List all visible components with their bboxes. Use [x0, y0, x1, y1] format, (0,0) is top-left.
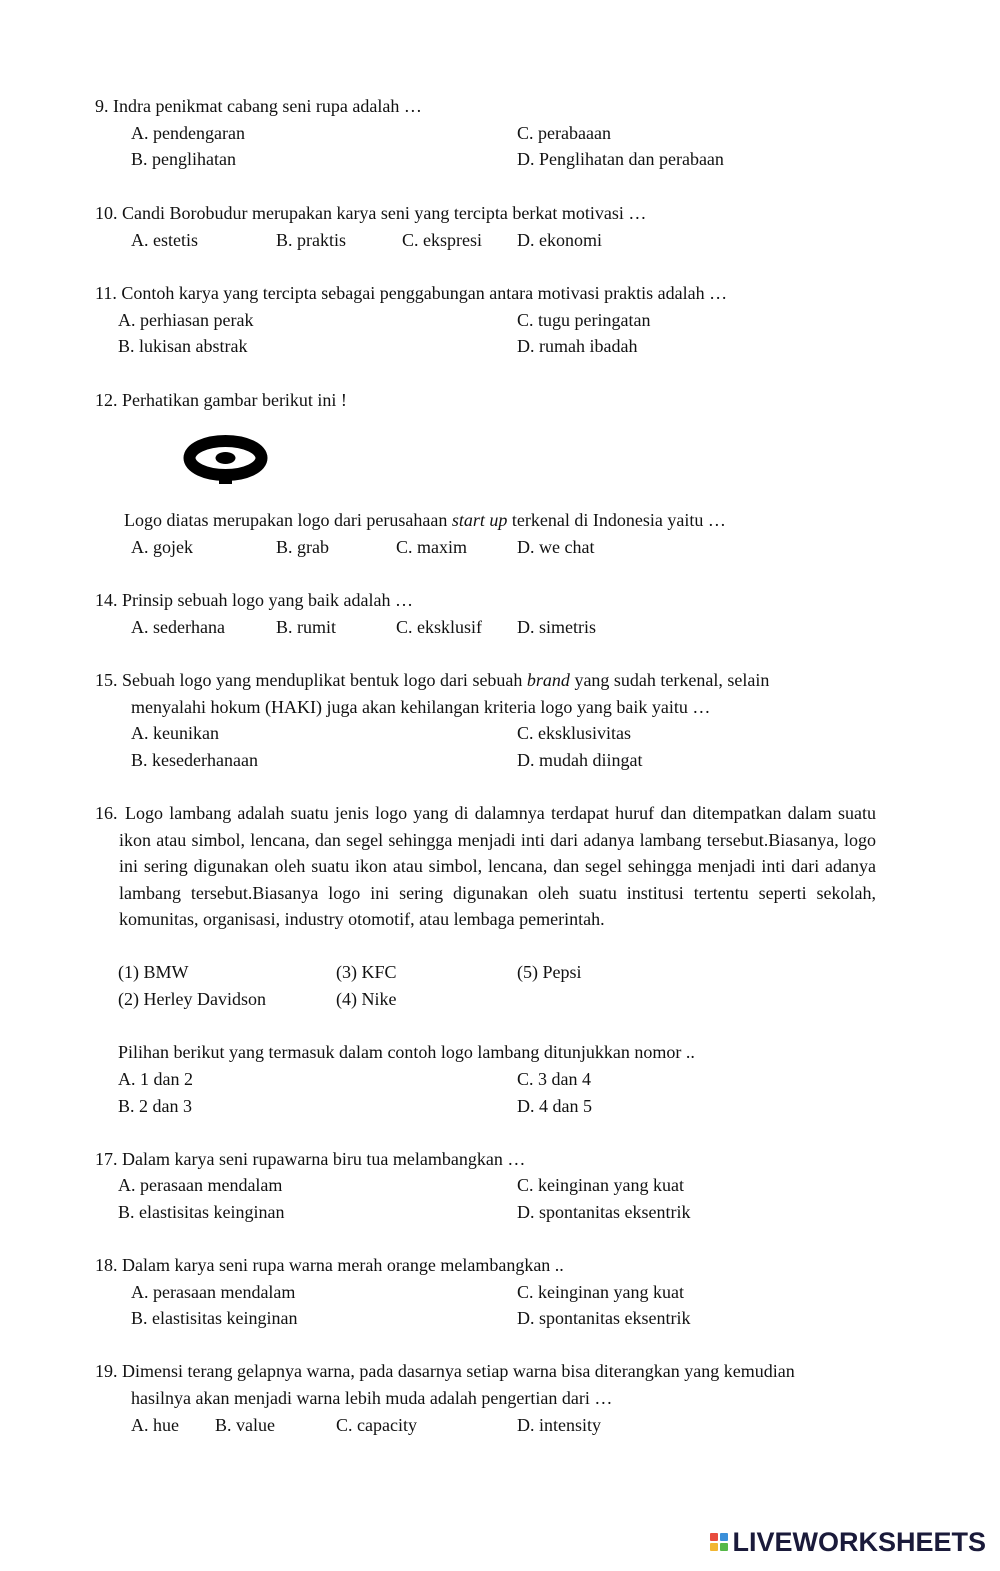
- q16-item-5: (5) Pepsi: [517, 962, 582, 982]
- q17-option-b[interactable]: B. elastisitas keinginan: [118, 1202, 285, 1222]
- q14-stem: 14. Prinsip sebuah logo yang baik adalah …: [95, 590, 413, 610]
- q16-option-a[interactable]: A. 1 dan 2: [118, 1069, 193, 1089]
- q16-number: 16.: [95, 803, 118, 823]
- q12-option-a[interactable]: A. gojek: [131, 537, 193, 557]
- q17-stem: 17. Dalam karya seni rupawarna biru tua melambangkan …: [95, 1149, 526, 1169]
- logo-tail: [219, 471, 232, 484]
- q19-option-c[interactable]: C. capacity: [336, 1415, 417, 1435]
- q15-stem: [95, 669, 769, 691]
- q12-option-c[interactable]: C. maxim: [396, 537, 467, 557]
- logo-inner-dot: [216, 452, 236, 464]
- q16-question: Pilihan berikut yang termasuk dalam contoh logo lambang ditunjukkan nomor ..: [118, 1042, 695, 1062]
- q14-option-a[interactable]: A. sederhana: [131, 617, 225, 637]
- q15-stem-em: brand: [526, 670, 570, 690]
- q14-option-b[interactable]: B. rumit: [276, 617, 337, 637]
- q15-option-b[interactable]: B. kesederhanaan: [131, 750, 258, 770]
- q18-option-c[interactable]: C. keinginan yang kuat: [517, 1282, 684, 1302]
- q17-option-a[interactable]: A. perasaan mendalam: [118, 1175, 283, 1195]
- icon-square-1: [710, 1533, 718, 1541]
- q10-option-c[interactable]: C. ekspresi: [402, 230, 482, 250]
- q12-option-b[interactable]: B. grab: [276, 537, 329, 557]
- q12-option-d[interactable]: D. we chat: [517, 537, 595, 557]
- liveworksheets-grid-icon: [710, 1533, 728, 1551]
- q9-option-c[interactable]: C. perabaaan: [517, 123, 611, 143]
- q12-logo-question: [124, 509, 726, 531]
- q9-stem: 9. Indra penikmat cabang seni rupa adalah …: [95, 96, 422, 116]
- q16-option-d[interactable]: D. 4 dan 5: [517, 1096, 592, 1116]
- q9-option-d[interactable]: D. Penglihatan dan perabaan: [517, 149, 724, 169]
- q18-option-b[interactable]: B. elastisitas keinginan: [131, 1308, 298, 1328]
- liveworksheets-logo[interactable]: [710, 1527, 986, 1557]
- q19-stem-line2: hasilnya akan menjadi warna lebih muda adalah pengertian dari …: [131, 1388, 613, 1408]
- q15-option-a[interactable]: A. keunikan: [131, 723, 219, 743]
- icon-square-2: [720, 1533, 728, 1541]
- q12-text-post: terkenal di Indonesia yaitu …: [507, 510, 726, 530]
- q15-option-c[interactable]: C. eksklusivitas: [517, 723, 632, 743]
- q16-item-3: (3) KFC: [336, 962, 397, 982]
- q16-paragraph: Logo lambang adalah suatu jenis logo yang di dalamnya terdapat huruf dan ditempatkan dalam suatu ikon atau simbol, lencana, dan segel sehingga menjadi inti dari adanya lambang tersebut.Biasanya, logo ini sering digunakan oleh suatu ikon atau simbol, lencana, dan segel sehingga menjadi inti dari adanya lambang tersebut.Biasanya logo ini sering digunakan oleh suatu institusi tertentu seperti sekolah, komunitas, organisasi, industry otomotif, atau lembaga pemerintah.: [119, 803, 876, 930]
- q15-stem-post: yang sudah terkenal, selain: [569, 670, 770, 690]
- icon-square-4: [720, 1543, 728, 1551]
- q16-item-1: (1) BMW: [118, 962, 189, 982]
- q10-option-a[interactable]: A. estetis: [131, 230, 198, 250]
- q16-item-4: (4) Nike: [336, 989, 397, 1009]
- q16-option-c[interactable]: C. 3 dan 4: [517, 1069, 591, 1089]
- q19-stem: 19. Dimensi terang gelapnya warna, pada dasarnya setiap warna bisa diterangkan yang kemudian: [95, 1361, 795, 1381]
- q11-option-c[interactable]: C. tugu peringatan: [517, 310, 651, 330]
- q19-option-a[interactable]: A. hue: [131, 1415, 179, 1435]
- q16-option-b[interactable]: B. 2 dan 3: [118, 1096, 192, 1116]
- q11-option-b[interactable]: B. lukisan abstrak: [118, 336, 248, 356]
- q12-text-em: start up: [451, 510, 508, 530]
- q14-option-d[interactable]: D. simetris: [517, 617, 596, 637]
- q9-option-a[interactable]: A. pendengaran: [131, 123, 245, 143]
- q10-stem: 10. Candi Borobudur merupakan karya seni yang tercipta berkat motivasi …: [95, 203, 647, 223]
- q10-option-b[interactable]: B. praktis: [276, 230, 346, 250]
- q14-option-c[interactable]: C. eksklusif: [396, 617, 483, 637]
- q15-stem-line2: menyalahi hokum (HAKI) juga akan kehilangan kriteria logo yang baik yaitu …: [131, 697, 711, 717]
- q10-option-d[interactable]: D. ekonomi: [517, 230, 602, 250]
- q12-stem: 12. Perhatikan gambar berikut ini !: [95, 390, 347, 410]
- q19-option-b[interactable]: B. value: [215, 1415, 275, 1435]
- q19-option-d[interactable]: D. intensity: [517, 1415, 601, 1435]
- q18-stem: 18. Dalam karya seni rupa warna merah orange melambangkan ..: [95, 1255, 564, 1275]
- q16-item-2: (2) Herley Davidson: [118, 989, 266, 1009]
- q17-option-d[interactable]: D. spontanitas eksentrik: [517, 1202, 691, 1222]
- q15-stem-pre: 15. Sebuah logo yang menduplikat bentuk logo dari sebuah: [95, 670, 527, 690]
- q15-option-d[interactable]: D. mudah diingat: [517, 750, 643, 770]
- q17-option-c[interactable]: C. keinginan yang kuat: [517, 1175, 684, 1195]
- liveworksheets-brand-text: LIVEWORKSHEETS: [732, 1526, 986, 1557]
- q18-option-a[interactable]: A. perasaan mendalam: [131, 1282, 296, 1302]
- q18-option-d[interactable]: D. spontanitas eksentrik: [517, 1308, 691, 1328]
- q11-option-a[interactable]: A. perhiasan perak: [118, 310, 254, 330]
- q12-text-pre: Logo diatas merupakan logo dari perusahaan: [124, 510, 452, 530]
- q9-option-b[interactable]: B. penglihatan: [131, 149, 236, 169]
- icon-square-3: [710, 1543, 718, 1551]
- gojek-logo-image: [181, 433, 270, 486]
- q11-stem: 11. Contoh karya yang tercipta sebagai penggabungan antara motivasi praktis adalah …: [95, 283, 728, 303]
- q11-option-d[interactable]: D. rumah ibadah: [517, 336, 638, 356]
